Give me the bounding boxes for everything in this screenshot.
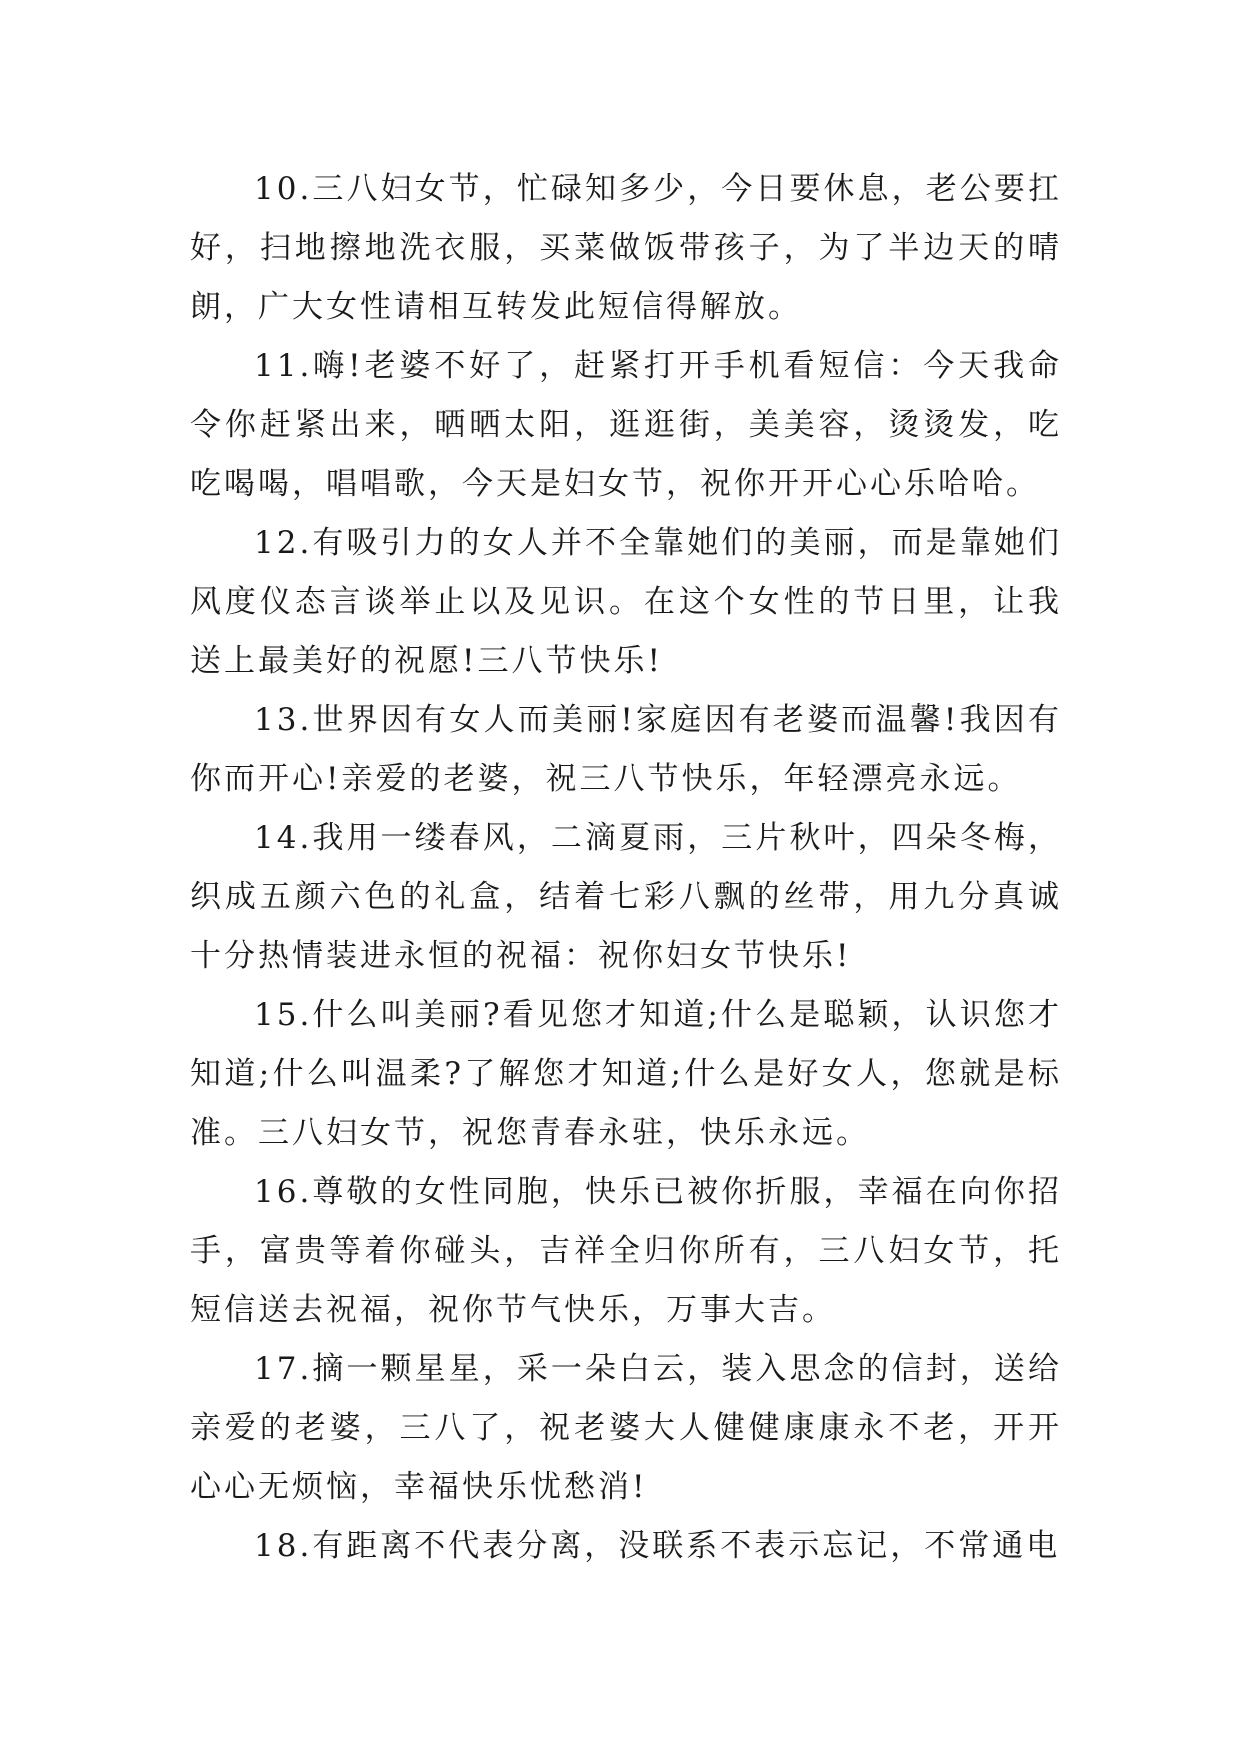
paragraph-10: 10.三八妇女节，忙碌知多少，今日要休息，老公要扛好，扫地擦地洗衣服，买菜做饭带孩子，为了半边天的晴朗，广大女性请相互转发此短信得解放。 [190,171,1062,325]
paragraph-14: 14.我用一缕春风，二滴夏雨，三片秋叶，四朵冬梅，织成五颜六色的礼盒，结着七彩八飘的丝带，用九分真诚十分热情装进永恒的祝福：祝你妇女节快乐! [190,820,1062,974]
paragraph-18: 18.有距离不代表分离，没联系不表示忘记，不常通电 [254,1528,1061,1564]
paragraph-16: 16.尊敬的女性同胞，快乐已被你折服，幸福在向你招手，富贵等着你碰头，吉祥全归你所有，三八妇女节，托短信送去祝福，祝你节气快乐，万事大吉。 [190,1174,1062,1328]
paragraph-17: 17.摘一颗星星，采一朵白云，装入思念的信封，送给亲爱的老婆，三八了，祝老婆大人健健康康永不老，开开心心无烦恼，幸福快乐忧愁消! [190,1351,1062,1505]
paragraph-11: 11.嗨!老婆不好了，赶紧打开手机看短信：今天我命令你赶紧出来，晒晒太阳，逛逛街，美美容，烫烫发，吃吃喝喝，唱唱歌，今天是妇女节，祝你开开心心乐哈哈。 [190,348,1062,502]
paragraph-12: 12.有吸引力的女人并不全靠她们的美丽，而是靠她们风度仪态言谈举止以及见识。在这个女性的节日里，让我送上最美好的祝愿!三八节快乐! [190,525,1062,679]
paragraph-15: 15.什么叫美丽?看见您才知道;什么是聪颖，认识您才知道;什么叫温柔?了解您才知道;什么是好女人，您就是标准。三八妇女节，祝您青春永驻，快乐永远。 [190,997,1062,1151]
document-body [190,160,1062,1576]
paragraph-13: 13.世界因有女人而美丽!家庭因有老婆而温馨!我因有你而开心!亲爱的老婆，祝三八节快乐，年轻漂亮永远。 [190,702,1062,797]
